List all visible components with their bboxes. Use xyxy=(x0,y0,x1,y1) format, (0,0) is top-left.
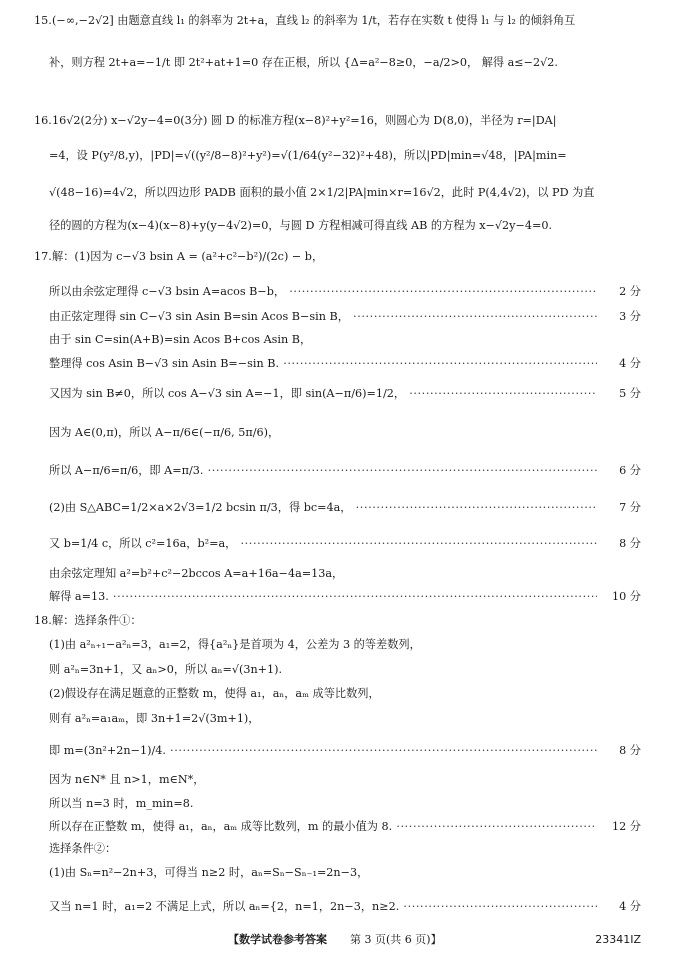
line-text: 由余弦定理知 a²=b²+c²−2bccos A=a+16a−4a=13a， xyxy=(49,567,344,580)
line-text: 解：选择条件①： xyxy=(52,614,142,627)
line-text: 因为 n∈N* 且 n>1，m∈N*， xyxy=(49,773,205,786)
line-text: 则 a²ₙ=3n+1，又 aₙ>0，所以 aₙ=√(3n+1). xyxy=(49,663,283,676)
line-text: 所以当 n=3 时，m_min=8. xyxy=(49,797,194,810)
line-text: (1)由 a²ₙ₊₁−a²ₙ=3，a₁=2，得{a²ₙ}是首项为 4，公差为 3 的等差数列， xyxy=(49,638,421,651)
footer-page-number: 第 3 页(共 6 页)】 xyxy=(350,933,442,946)
page-footer xyxy=(0,931,677,949)
line-17-5 xyxy=(0,355,677,373)
score-mark: 4 分 xyxy=(615,896,641,918)
problem-number-17: 17. xyxy=(34,250,52,263)
line-17-3 xyxy=(0,308,677,326)
score-mark: 10 分 xyxy=(608,588,641,606)
line-17-12 xyxy=(0,588,677,606)
score-mark: 3 分 xyxy=(615,308,641,326)
line-15-2 xyxy=(0,48,677,78)
line-18-12 xyxy=(0,896,677,918)
line-18-10 xyxy=(0,840,677,858)
line-text: 16√2(2分) x−√2y−4=0(3分) 圆 D 的标准方程(x−8)²+y²=16，则圆心为 D(8,0)，半径为 r=|DA| xyxy=(52,114,557,127)
line-18-5 xyxy=(0,710,677,728)
line-18-7 xyxy=(0,771,677,789)
line-text: (2)由 S△ABC=1/2×a×2√3=1/2 bcsin π/3，得 bc=4a， ····· xyxy=(49,499,597,517)
score-mark: 4 分 xyxy=(615,355,641,373)
line-text: 又因为 sin B≠0，所以 cos A−√3 sin A=−1，即 sin(A−π/6)=1/2， ····· xyxy=(49,385,597,403)
line-17-4 xyxy=(0,331,677,349)
line-text: 所以由余弦定理得 c−√3 bsin A=acos B−b， ····· xyxy=(49,283,597,301)
line-text: (−∞,−2√2] 由题意直线 l₁ 的斜率为 2t+a，直线 l₂ 的斜率为 1/t，若存在实数 t 使得 l₁ 与 l₂ 的倾斜角互 xyxy=(52,14,576,27)
line-text: =4，设 P(y²/8,y)，|PD|=√((y²/8−8)²+y²)=√(1/64(y²−32)²+48)，所以|PD|min=√48，|PA|min= xyxy=(49,149,567,162)
score-mark: 8 分 xyxy=(615,535,641,553)
line-17-7 xyxy=(0,424,677,442)
line-17-10 xyxy=(0,535,677,553)
line-text: 则有 a²ₙ=a₁aₘ，即 3n+1=2√(3m+1)， xyxy=(49,712,260,725)
score-mark: 2 分 xyxy=(615,283,641,301)
line-text: 又 b=1/4 c，所以 c²=16a，b²=a， ····· xyxy=(49,535,597,553)
line-text: 又当 n=1 时，a₁=2 不满足上式，所以 aₙ={2，n=1，2n−3，n≥2. ····· xyxy=(49,896,597,918)
line-text: √(48−16)=4√2，所以四边形 PADB 面积的最小值 2×1/2|PA|min×r=16√2，此时 P(4,4√2)，以 PD 为直 xyxy=(49,186,595,199)
score-mark: 5 分 xyxy=(615,385,641,403)
line-16-1 xyxy=(0,112,677,130)
line-text: 解：(1)因为 c−√3 bsin A = (a²+c²−b²)/(2c) − b， xyxy=(52,250,324,263)
line-16-4 xyxy=(0,217,677,235)
line-18-3 xyxy=(0,661,677,679)
line-text: 解得 a=13. ····· xyxy=(49,588,597,606)
line-text: 由正弦定理得 sin C−√3 sin Asin B=sin Acos B−sin B， ····· xyxy=(49,308,597,326)
line-18-11 xyxy=(0,864,677,882)
line-text: 因为 A∈(0,π)，所以 A−π/6∈(−π/6, 5π/6)， xyxy=(49,426,280,439)
line-16-2 xyxy=(0,147,677,165)
line-18-6 xyxy=(0,742,677,760)
line-16-3 xyxy=(0,184,677,202)
line-text: 补，则方程 2t+a=−1/t 即 2t²+at+1=0 存在正根，所以 {Δ=a²−8≥0，−a/2>0， 解得 a≤−2√2. xyxy=(49,56,558,69)
problem-number-15: 15. xyxy=(34,14,52,27)
line-17-6 xyxy=(0,385,677,403)
line-text: 即 m=(3n²+2n−1)/4. ····· xyxy=(49,742,597,760)
score-mark: 7 分 xyxy=(615,499,641,517)
line-text: 所以 A−π/6=π/6，即 A=π/3. ····· xyxy=(49,462,597,480)
line-17-1 xyxy=(0,248,677,266)
line-15-1 xyxy=(0,12,677,30)
score-mark: 8 分 xyxy=(615,742,641,760)
line-17-9 xyxy=(0,499,677,517)
line-text: 整理得 cos Asin B−√3 sin Asin B=−sin B. ····· xyxy=(49,355,597,373)
line-text: 径的圆的方程为(x−4)(x−8)+y(y−4√2)=0，与圆 D 方程相减可得直线 AB 的方程为 x−√2y−4=0. xyxy=(49,219,553,232)
line-18-1 xyxy=(0,612,677,630)
line-text: 所以存在正整数 m，使得 a₁，aₙ，aₘ 成等比数列，m 的最小值为 8. ····· xyxy=(49,818,597,836)
score-mark: 12 分 xyxy=(608,818,641,836)
line-18-2 xyxy=(0,636,677,654)
problem-number-16: 16. xyxy=(34,114,52,127)
footer-paper-code: 23341IZ xyxy=(595,933,641,946)
line-text: (1)由 Sₙ=n²−2n+3，可得当 n≥2 时，aₙ=Sₙ−Sₙ₋₁=2n−3， xyxy=(49,866,369,879)
line-18-9 xyxy=(0,818,677,836)
line-text: 选择条件②： xyxy=(49,842,117,855)
line-text: (2)假设存在满足题意的正整数 m，使得 a₁，aₙ，aₘ 成等比数列， xyxy=(49,687,380,700)
line-17-2 xyxy=(0,283,677,301)
line-18-4 xyxy=(0,685,677,703)
footer-title: 【数学试卷参考答案 xyxy=(228,933,327,946)
line-17-11 xyxy=(0,565,677,583)
line-17-8 xyxy=(0,462,677,480)
line-text: 由于 sin C=sin(A+B)=sin Acos B+cos Asin B， xyxy=(49,333,312,346)
line-18-8 xyxy=(0,795,677,813)
score-mark: 6 分 xyxy=(615,462,641,480)
problem-number-18: 18. xyxy=(34,614,52,627)
